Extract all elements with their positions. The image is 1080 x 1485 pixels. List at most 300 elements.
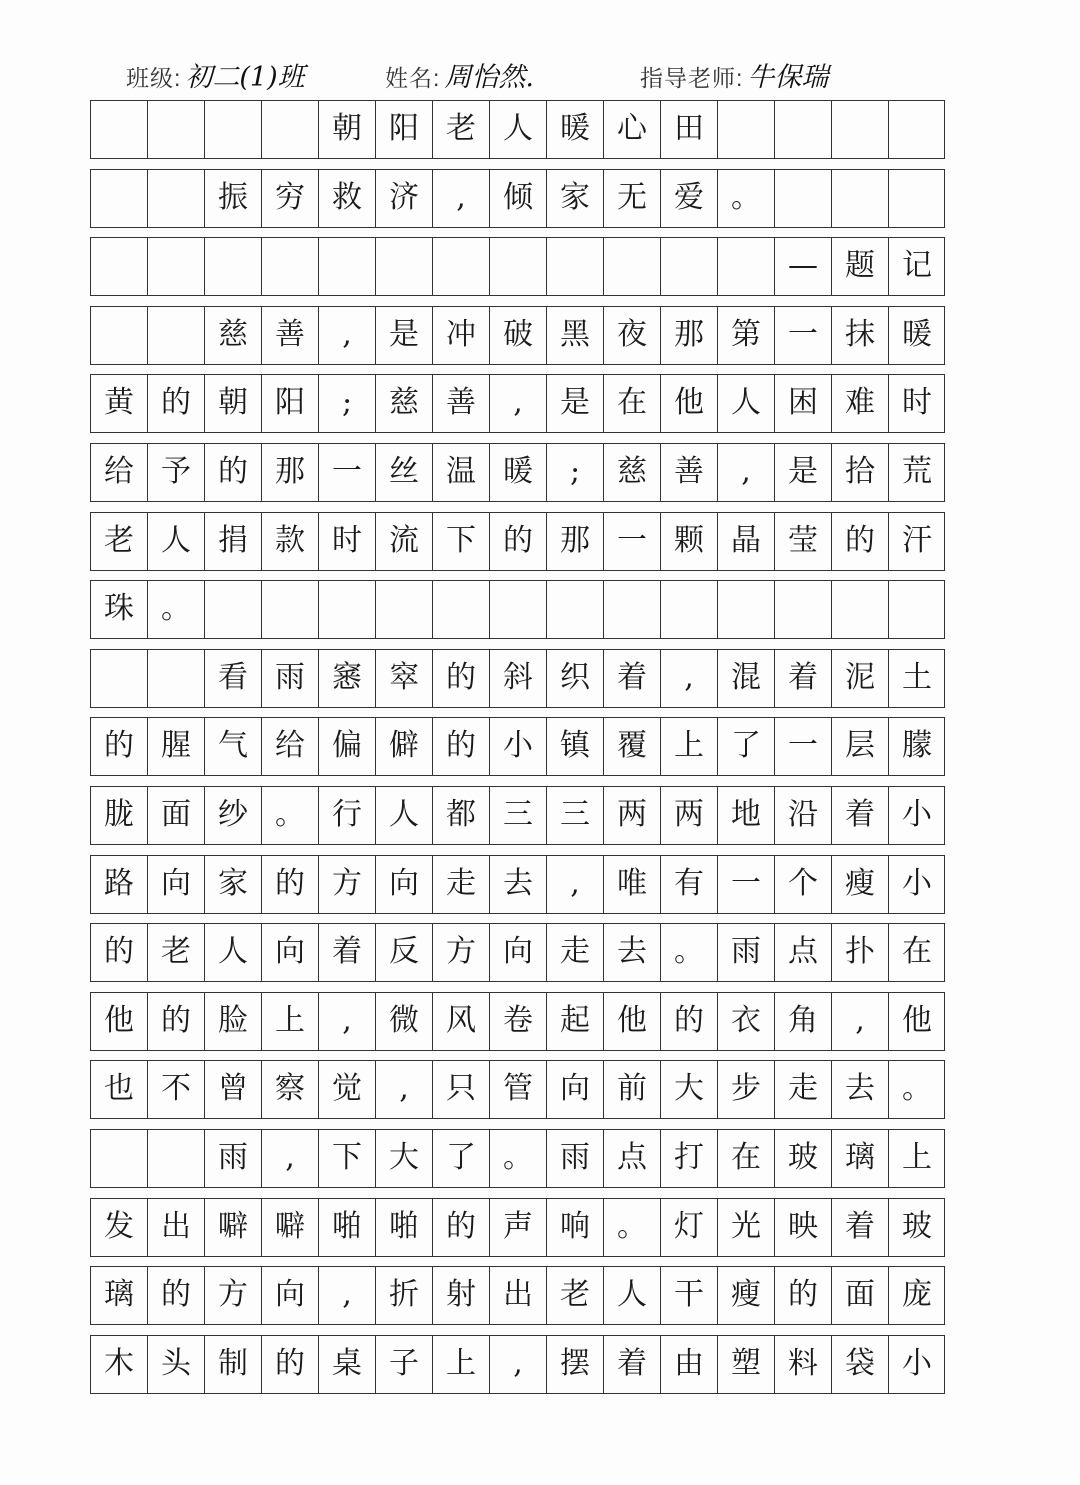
grid-cell: 衣	[717, 992, 774, 1050]
grid-cell	[831, 580, 888, 638]
row-bottom-rule	[90, 707, 945, 708]
grid-cell	[660, 237, 717, 295]
grid-row	[90, 923, 945, 991]
grid-cell: 上	[660, 717, 717, 775]
row-bottom-rule	[90, 844, 945, 845]
grid-cell: 善	[660, 443, 717, 501]
grid-cell: 向	[375, 855, 432, 913]
grid-cell: 着	[318, 923, 375, 981]
grid-cell: 干	[660, 1266, 717, 1324]
grid-cell	[774, 169, 831, 227]
grid-cell: 看	[204, 649, 261, 707]
grid-cell: 去	[489, 855, 546, 913]
grid-row	[90, 100, 945, 168]
grid-cell: 雨	[204, 1129, 261, 1187]
grid-cell: 一	[318, 443, 375, 501]
grid-cell: 。	[660, 923, 717, 981]
grid-row	[90, 306, 945, 374]
grid-cell: 出	[147, 1198, 204, 1256]
row-bottom-rule	[90, 295, 945, 296]
grid-cell	[717, 100, 774, 158]
grid-cell	[603, 237, 660, 295]
grid-cell: 的	[90, 717, 147, 775]
grid-cell: 珠	[90, 580, 147, 638]
grid-cell: 大	[660, 1060, 717, 1118]
grid-cell: 地	[717, 786, 774, 844]
grid-cell: 射	[432, 1266, 489, 1324]
grid-cell: 阳	[375, 100, 432, 158]
grid-cell: 他	[888, 992, 945, 1050]
grid-cell	[432, 237, 489, 295]
grid-cell	[318, 580, 375, 638]
grid-cell: 无	[603, 169, 660, 227]
grid-cell: ,	[717, 443, 774, 501]
grid-cell: 。	[489, 1129, 546, 1187]
grid-cell: 汗	[888, 512, 945, 570]
grid-cell: 摆	[546, 1335, 603, 1393]
grid-row	[90, 580, 945, 648]
grid-cell: 上	[432, 1335, 489, 1393]
grid-cell: 。	[888, 1060, 945, 1118]
grid-cell: 偏	[318, 717, 375, 775]
grid-cell: 一	[717, 855, 774, 913]
grid-cell: 不	[147, 1060, 204, 1118]
grid-cell	[660, 580, 717, 638]
grid-cell: 腥	[147, 717, 204, 775]
grid-cell: ,	[489, 374, 546, 432]
grid-cell: 打	[660, 1129, 717, 1187]
grid-cell: 去	[603, 923, 660, 981]
grid-cell: 光	[717, 1198, 774, 1256]
grid-cell: 混	[717, 649, 774, 707]
grid-cell: 走	[432, 855, 489, 913]
grid-cell: 款	[261, 512, 318, 570]
grid-cell: 三	[546, 786, 603, 844]
grid-cell: 两	[603, 786, 660, 844]
grid-cell: 的	[660, 992, 717, 1050]
grid-cell	[90, 306, 147, 364]
grid-cell: 两	[660, 786, 717, 844]
grid-cell: 丝	[375, 443, 432, 501]
grid-cell: 晶	[717, 512, 774, 570]
grid-cell: 由	[660, 1335, 717, 1393]
grid-cell: 小	[489, 717, 546, 775]
row-bottom-rule	[90, 364, 945, 365]
teacher-field	[640, 58, 828, 98]
grid-cell: 莹	[774, 512, 831, 570]
grid-cell: 雨	[546, 1129, 603, 1187]
grid-cell: 啪	[375, 1198, 432, 1256]
grid-cell: 。	[147, 580, 204, 638]
grid-cell: 窸	[318, 649, 375, 707]
grid-cell: 善	[432, 374, 489, 432]
grid-cell: 一	[774, 306, 831, 364]
grid-cell: 覆	[603, 717, 660, 775]
grid-cell: 头	[147, 1335, 204, 1393]
grid-cell: 前	[603, 1060, 660, 1118]
grid-cell: 。	[717, 169, 774, 227]
grid-cell: 着	[831, 1198, 888, 1256]
grid-cell: 老	[90, 512, 147, 570]
class-label: 班级:	[126, 65, 182, 91]
grid-cell: 在	[603, 374, 660, 432]
grid-cell: 他	[90, 992, 147, 1050]
grid-cell: 暖	[546, 100, 603, 158]
grid-cell: 的	[204, 443, 261, 501]
grid-cell: 振	[204, 169, 261, 227]
grid-cell: 朝	[204, 374, 261, 432]
grid-cell: 点	[603, 1129, 660, 1187]
grid-cell: 的	[90, 923, 147, 981]
grid-cell: 黄	[90, 374, 147, 432]
grid-cell: 那	[660, 306, 717, 364]
grid-cell: 困	[774, 374, 831, 432]
grid-row	[90, 1060, 945, 1128]
grid-cell: 发	[90, 1198, 147, 1256]
grid-cell	[546, 237, 603, 295]
grid-cell: 善	[261, 306, 318, 364]
grid-cell: 瘦	[717, 1266, 774, 1324]
grid-cell: 抹	[831, 306, 888, 364]
grid-cell: 慈	[204, 306, 261, 364]
grid-cell: —	[774, 237, 831, 295]
grid-cell: 的	[147, 992, 204, 1050]
grid-cell: 沿	[774, 786, 831, 844]
grid-cell: ,	[318, 992, 375, 1050]
grid-cell: 胧	[90, 786, 147, 844]
composition-grid	[90, 100, 945, 1420]
grid-cell: 温	[432, 443, 489, 501]
grid-cell: 上	[888, 1129, 945, 1187]
grid-cell: 小	[888, 855, 945, 913]
grid-cell	[489, 237, 546, 295]
grid-cell: 人	[147, 512, 204, 570]
teacher-label: 指导老师:	[640, 65, 744, 91]
grid-cell	[147, 306, 204, 364]
grid-cell: 出	[489, 1266, 546, 1324]
row-bottom-rule	[90, 227, 945, 228]
grid-cell: 微	[375, 992, 432, 1050]
row-bottom-rule	[90, 570, 945, 571]
grid-cell: 木	[90, 1335, 147, 1393]
grid-cell	[90, 169, 147, 227]
row-bottom-rule	[90, 158, 945, 159]
grid-cell: ,	[318, 1266, 375, 1324]
grid-row	[90, 169, 945, 237]
grid-cell: 向	[147, 855, 204, 913]
grid-row	[90, 1335, 945, 1403]
grid-cell: 荒	[888, 443, 945, 501]
grid-cell	[375, 237, 432, 295]
grid-row	[90, 649, 945, 717]
grid-cell: ,	[318, 306, 375, 364]
grid-cell: 方	[432, 923, 489, 981]
grid-cell: 小	[888, 786, 945, 844]
grid-cell: 点	[774, 923, 831, 981]
grid-row	[90, 992, 945, 1060]
grid-cell	[603, 580, 660, 638]
row-bottom-rule	[90, 775, 945, 776]
grid-row	[90, 786, 945, 854]
sheet-header	[0, 58, 1080, 102]
grid-cell: 走	[546, 923, 603, 981]
grid-cell: 三	[489, 786, 546, 844]
grid-cell: 给	[90, 443, 147, 501]
grid-cell: 老	[432, 100, 489, 158]
grid-cell: 的	[432, 649, 489, 707]
grid-cell: 穷	[261, 169, 318, 227]
grid-cell: 人	[717, 374, 774, 432]
grid-cell: 去	[831, 1060, 888, 1118]
name-field	[385, 58, 534, 98]
grid-cell: 。	[261, 786, 318, 844]
grid-cell	[147, 100, 204, 158]
grid-cell	[90, 1129, 147, 1187]
grid-cell: ,	[261, 1129, 318, 1187]
grid-cell: ;	[318, 374, 375, 432]
grid-cell: 雨	[717, 923, 774, 981]
grid-cell: 田	[660, 100, 717, 158]
grid-cell	[888, 580, 945, 638]
grid-cell: 他	[660, 374, 717, 432]
grid-cell: 着	[831, 786, 888, 844]
grid-cell: 慈	[603, 443, 660, 501]
grid-cell: 流	[375, 512, 432, 570]
grid-cell: 在	[888, 923, 945, 981]
grid-cell: 的	[831, 512, 888, 570]
grid-cell: 拾	[831, 443, 888, 501]
grid-cell: 纱	[204, 786, 261, 844]
grid-cell	[147, 169, 204, 227]
grid-cell: 向	[261, 923, 318, 981]
grid-cell: 层	[831, 717, 888, 775]
grid-cell: 第	[717, 306, 774, 364]
grid-cell: 僻	[375, 717, 432, 775]
grid-row	[90, 374, 945, 442]
row-bottom-rule	[90, 981, 945, 982]
grid-cell: 走	[774, 1060, 831, 1118]
grid-cell: 予	[147, 443, 204, 501]
grid-cell	[204, 100, 261, 158]
grid-cell: 颗	[660, 512, 717, 570]
grid-cell: 的	[774, 1266, 831, 1324]
grid-cell: 桌	[318, 1335, 375, 1393]
grid-cell: 家	[204, 855, 261, 913]
grid-cell: 泥	[831, 649, 888, 707]
grid-cell: 料	[774, 1335, 831, 1393]
grid-cell: 气	[204, 717, 261, 775]
grid-cell	[90, 649, 147, 707]
grid-cell: 那	[261, 443, 318, 501]
grid-cell: 噼	[261, 1198, 318, 1256]
grid-cell: 玻	[774, 1129, 831, 1187]
row-bottom-rule	[90, 1393, 945, 1394]
grid-cell: 觉	[318, 1060, 375, 1118]
grid-cell: 是	[774, 443, 831, 501]
name-value: 周怡然.	[444, 62, 534, 93]
grid-cell: 是	[375, 306, 432, 364]
grid-cell: 的	[261, 1335, 318, 1393]
grid-cell: 斜	[489, 649, 546, 707]
grid-cell	[147, 237, 204, 295]
grid-cell: 破	[489, 306, 546, 364]
grid-cell: 曾	[204, 1060, 261, 1118]
grid-cell: 。	[603, 1198, 660, 1256]
grid-cell: 折	[375, 1266, 432, 1324]
grid-cell: 庞	[888, 1266, 945, 1324]
grid-cell: 在	[717, 1129, 774, 1187]
grid-cell: 镇	[546, 717, 603, 775]
grid-cell: 向	[546, 1060, 603, 1118]
row-bottom-rule	[90, 913, 945, 914]
grid-cell	[831, 100, 888, 158]
grid-cell	[375, 580, 432, 638]
grid-cell: 行	[318, 786, 375, 844]
grid-row	[90, 443, 945, 511]
grid-cell: 冲	[432, 306, 489, 364]
grid-cell: ,	[375, 1060, 432, 1118]
grid-cell	[717, 580, 774, 638]
grid-cell: 都	[432, 786, 489, 844]
grid-cell	[147, 649, 204, 707]
grid-cell	[717, 237, 774, 295]
grid-cell	[147, 1129, 204, 1187]
grid-cell: ,	[489, 1335, 546, 1393]
row-bottom-rule	[90, 432, 945, 433]
grid-cell: 脸	[204, 992, 261, 1050]
grid-cell: 了	[717, 717, 774, 775]
grid-cell: ,	[432, 169, 489, 227]
grid-cell: 人	[375, 786, 432, 844]
grid-cell: 面	[147, 786, 204, 844]
grid-cell: 他	[603, 992, 660, 1050]
grid-cell	[831, 169, 888, 227]
grid-cell: 黑	[546, 306, 603, 364]
grid-cell	[261, 237, 318, 295]
grid-cell: 朦	[888, 717, 945, 775]
grid-cell: 阳	[261, 374, 318, 432]
grid-cell: 的	[147, 1266, 204, 1324]
grid-cell	[90, 100, 147, 158]
grid-cell: 玻	[888, 1198, 945, 1256]
grid-cell: 个	[774, 855, 831, 913]
grid-cell: 慈	[375, 374, 432, 432]
grid-cell: 下	[432, 512, 489, 570]
grid-cell: 记	[888, 237, 945, 295]
grid-cell	[546, 580, 603, 638]
grid-cell: 家	[546, 169, 603, 227]
grid-cell	[432, 580, 489, 638]
grid-cell: 着	[774, 649, 831, 707]
grid-cell	[888, 100, 945, 158]
grid-cell: 题	[831, 237, 888, 295]
grid-cell: 夜	[603, 306, 660, 364]
grid-cell	[261, 580, 318, 638]
grid-cell: 织	[546, 649, 603, 707]
grid-cell: 朝	[318, 100, 375, 158]
row-bottom-rule	[90, 1050, 945, 1051]
grid-cell: 察	[261, 1060, 318, 1118]
grid-cell: 风	[432, 992, 489, 1050]
grid-cell: 角	[774, 992, 831, 1050]
grid-cell: 响	[546, 1198, 603, 1256]
grid-cell: 一	[603, 512, 660, 570]
grid-cell: 一	[774, 717, 831, 775]
grid-cell	[888, 169, 945, 227]
grid-cell: 唯	[603, 855, 660, 913]
grid-cell: 老	[546, 1266, 603, 1324]
name-label: 姓名:	[385, 65, 441, 91]
grid-cell: 老	[147, 923, 204, 981]
grid-cell: ,	[546, 855, 603, 913]
grid-row	[90, 1198, 945, 1266]
grid-cell	[774, 580, 831, 638]
row-bottom-rule	[90, 1118, 945, 1119]
grid-row	[90, 855, 945, 923]
grid-cell: 也	[90, 1060, 147, 1118]
grid-cell: 只	[432, 1060, 489, 1118]
grid-cell: 向	[261, 1266, 318, 1324]
grid-cell: 雨	[261, 649, 318, 707]
grid-cell	[204, 237, 261, 295]
row-bottom-rule	[90, 638, 945, 639]
grid-cell: 向	[489, 923, 546, 981]
grid-cell: 小	[888, 1335, 945, 1393]
grid-cell: 大	[375, 1129, 432, 1187]
row-bottom-rule	[90, 1256, 945, 1257]
grid-cell: ,	[660, 649, 717, 707]
grid-cell: 啪	[318, 1198, 375, 1256]
grid-cell: 路	[90, 855, 147, 913]
grid-cell: 反	[375, 923, 432, 981]
grid-row	[90, 1266, 945, 1334]
grid-cell: 的	[489, 512, 546, 570]
grid-cell: 方	[204, 1266, 261, 1324]
grid-cell: 的	[261, 855, 318, 913]
grid-cell: 给	[261, 717, 318, 775]
grid-cell: 人	[204, 923, 261, 981]
grid-cell: 子	[375, 1335, 432, 1393]
grid-cell: 了	[432, 1129, 489, 1187]
grid-cell: 的	[147, 374, 204, 432]
grid-cell: 方	[318, 855, 375, 913]
row-bottom-rule	[90, 1324, 945, 1325]
grid-row	[90, 237, 945, 305]
grid-cell	[261, 100, 318, 158]
grid-cell: 土	[888, 649, 945, 707]
row-bottom-rule	[90, 501, 945, 502]
grid-cell: 声	[489, 1198, 546, 1256]
grid-row	[90, 512, 945, 580]
grid-cell: 心	[603, 100, 660, 158]
grid-cell	[90, 237, 147, 295]
grid-cell	[318, 237, 375, 295]
grid-cell: ;	[546, 443, 603, 501]
grid-cell: 济	[375, 169, 432, 227]
grid-cell: 爱	[660, 169, 717, 227]
row-bottom-rule	[90, 1187, 945, 1188]
grid-cell: 上	[261, 992, 318, 1050]
grid-cell: 窣	[375, 649, 432, 707]
grid-cell: 塑	[717, 1335, 774, 1393]
grid-cell: 的	[432, 1198, 489, 1256]
grid-cell: 起	[546, 992, 603, 1050]
grid-cell: 的	[432, 717, 489, 775]
grid-cell: 倾	[489, 169, 546, 227]
grid-cell: 管	[489, 1060, 546, 1118]
grid-cell: 下	[318, 1129, 375, 1187]
grid-row	[90, 717, 945, 785]
